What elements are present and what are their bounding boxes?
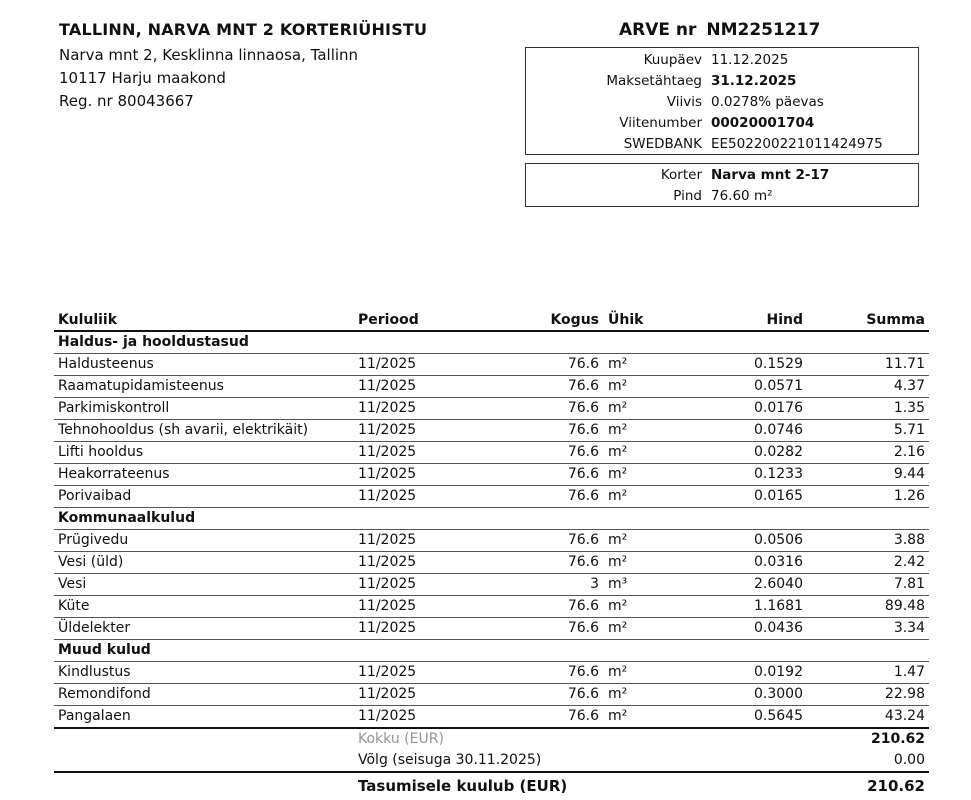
header-period: Periood xyxy=(358,312,419,328)
meta-label: SWEDBANK xyxy=(623,136,702,152)
table-row xyxy=(54,618,929,640)
cell-period: 11/2025 xyxy=(358,356,417,372)
table-row xyxy=(54,442,929,464)
header-unit: Ühik xyxy=(608,312,644,328)
cell-unit: m² xyxy=(608,444,628,460)
total-row xyxy=(54,729,929,750)
company-reg-number: Reg. nr 80043667 xyxy=(59,92,194,110)
apartment-box xyxy=(525,163,919,207)
table-row xyxy=(54,420,929,442)
table-body xyxy=(54,332,929,729)
area-row xyxy=(526,186,918,207)
cell-qty: 3 xyxy=(590,576,599,592)
cell-period: 11/2025 xyxy=(358,576,417,592)
cell-sum: 7.81 xyxy=(893,576,925,592)
cell-name: Parkimiskontroll xyxy=(58,400,170,416)
cell-unit: m² xyxy=(608,466,628,482)
meta-value: 31.12.2025 xyxy=(711,73,797,89)
cell-name: Tehnohooldus (sh avarii, elektrikäit) xyxy=(58,422,309,438)
cell-price: 0.0192 xyxy=(754,664,803,680)
cell-sum: 89.48 xyxy=(884,598,925,614)
cell-qty: 76.6 xyxy=(567,422,599,438)
meta-value: EE502200221011424975 xyxy=(711,136,883,152)
cell-price: 0.1529 xyxy=(754,356,803,372)
header-price: Hind xyxy=(766,312,803,328)
amount-due-value: 210.62 xyxy=(867,777,925,795)
cell-qty: 76.6 xyxy=(567,466,599,482)
area-value: 76.60 m² xyxy=(711,188,773,204)
cell-unit: m² xyxy=(608,686,628,702)
cell-period: 11/2025 xyxy=(358,400,417,416)
cell-price: 1.1681 xyxy=(754,598,803,614)
meta-label: Viitenumber xyxy=(619,115,702,131)
cell-qty: 76.6 xyxy=(567,686,599,702)
cell-sum: 2.16 xyxy=(893,444,925,460)
apartment-label: Korter xyxy=(660,167,702,183)
table-row xyxy=(54,596,929,618)
cell-unit: m² xyxy=(608,664,628,680)
cell-name: Vesi xyxy=(58,576,87,592)
table-row xyxy=(54,398,929,420)
cell-sum: 1.35 xyxy=(893,400,925,416)
cell-price: 0.0746 xyxy=(754,422,803,438)
header-sum: Summa xyxy=(866,312,925,328)
cell-qty: 76.6 xyxy=(567,664,599,680)
cell-unit: m² xyxy=(608,620,628,636)
cell-qty: 76.6 xyxy=(567,532,599,548)
cell-period: 11/2025 xyxy=(358,686,417,702)
apartment-row xyxy=(526,165,918,186)
cell-sum: 9.44 xyxy=(893,466,925,482)
amount-due-label: Tasumisele kuulub (EUR) xyxy=(358,777,568,795)
cell-sum: 11.71 xyxy=(884,356,925,372)
cell-name: Lifti hooldus xyxy=(58,444,144,460)
cell-qty: 76.6 xyxy=(567,400,599,416)
table-row xyxy=(54,552,929,574)
cell-period: 11/2025 xyxy=(358,554,417,570)
cell-sum: 3.34 xyxy=(893,620,925,636)
meta-value: 00020001704 xyxy=(711,115,815,131)
cell-period: 11/2025 xyxy=(358,532,417,548)
cell-price: 0.1233 xyxy=(754,466,803,482)
group-title: Muud kulud xyxy=(58,642,151,658)
cell-sum: 1.26 xyxy=(893,488,925,504)
cell-unit: m² xyxy=(608,488,628,504)
cell-price: 0.3000 xyxy=(754,686,803,702)
cell-name: Remondifond xyxy=(58,686,151,702)
cell-period: 11/2025 xyxy=(358,444,417,460)
invoice-meta-box xyxy=(525,47,919,155)
company-name: TALLINN, NARVA MNT 2 KORTERIÜHISTU xyxy=(59,20,428,39)
cell-price: 2.6040 xyxy=(754,576,803,592)
cell-unit: m² xyxy=(608,422,628,438)
cell-qty: 76.6 xyxy=(567,554,599,570)
meta-label: Viivis xyxy=(666,94,702,110)
company-address-line1: Narva mnt 2, Kesklinna linnaosa, Tallinn xyxy=(59,46,359,64)
cell-price: 0.0571 xyxy=(754,378,803,394)
cell-period: 11/2025 xyxy=(358,598,417,614)
cell-unit: m² xyxy=(608,598,628,614)
table-row xyxy=(54,706,929,729)
cell-sum: 5.71 xyxy=(893,422,925,438)
cell-period: 11/2025 xyxy=(358,708,417,724)
cell-qty: 76.6 xyxy=(567,708,599,724)
invoice-title xyxy=(619,20,820,40)
cell-qty: 76.6 xyxy=(567,444,599,460)
cell-price: 0.0282 xyxy=(754,444,803,460)
cell-qty: 76.6 xyxy=(567,378,599,394)
cell-sum: 2.42 xyxy=(893,554,925,570)
cell-period: 11/2025 xyxy=(358,664,417,680)
table-row xyxy=(54,530,929,552)
header-qty: Kogus xyxy=(550,312,599,328)
meta-label: Maksetähtaeg xyxy=(606,73,702,89)
group-title: Kommunaalkulud xyxy=(58,510,196,526)
table-row xyxy=(54,574,929,596)
cell-period: 11/2025 xyxy=(358,422,417,438)
cell-name: Heakorrateenus xyxy=(58,466,170,482)
debt-label: Võlg (seisuga 30.11.2025) xyxy=(358,752,542,768)
table-header xyxy=(54,310,929,332)
table-row xyxy=(54,354,929,376)
meta-row-date xyxy=(526,50,918,71)
scan-smudge xyxy=(356,731,666,745)
cell-qty: 76.6 xyxy=(567,356,599,372)
amount-due-row xyxy=(54,771,929,797)
cell-unit: m² xyxy=(608,708,628,724)
company-address-line2: 10117 Harju maakond xyxy=(59,69,226,87)
table-row xyxy=(54,464,929,486)
cell-price: 0.0436 xyxy=(754,620,803,636)
cell-period: 11/2025 xyxy=(358,466,417,482)
cell-period: 11/2025 xyxy=(358,488,417,504)
cell-unit: m² xyxy=(608,400,628,416)
cell-qty: 76.6 xyxy=(567,598,599,614)
cell-price: 0.0506 xyxy=(754,532,803,548)
meta-row-bank xyxy=(526,134,918,155)
meta-value: 0.0278% päevas xyxy=(711,94,824,110)
cell-name: Pangalaen xyxy=(58,708,131,724)
group-title: Haldus- ja hooldustasud xyxy=(58,334,249,350)
charges-table xyxy=(54,310,929,797)
cell-sum: 43.24 xyxy=(884,708,925,724)
cell-name: Haldusteenus xyxy=(58,356,154,372)
invoice-number: NM2251217 xyxy=(706,20,821,40)
cell-price: 0.0165 xyxy=(754,488,803,504)
debt-row xyxy=(54,750,929,771)
table-group-heading xyxy=(54,640,929,662)
table-row xyxy=(54,376,929,398)
cell-sum: 3.88 xyxy=(893,532,925,548)
cell-name: Porivaibad xyxy=(58,488,132,504)
table-row xyxy=(54,662,929,684)
meta-row-due-date xyxy=(526,71,918,92)
cell-unit: m³ xyxy=(608,576,628,592)
cell-name: Vesi (üld) xyxy=(58,554,124,570)
table-row xyxy=(54,486,929,508)
cell-unit: m² xyxy=(608,378,628,394)
cell-sum: 22.98 xyxy=(884,686,925,702)
table-group-heading xyxy=(54,508,929,530)
cell-sum: 1.47 xyxy=(893,664,925,680)
table-group-heading xyxy=(54,332,929,354)
debt-value: 0.00 xyxy=(893,752,925,768)
cell-name: Küte xyxy=(58,598,90,614)
cell-name: Raamatupidamisteenus xyxy=(58,378,224,394)
meta-row-reference xyxy=(526,113,918,134)
cell-sum: 4.37 xyxy=(893,378,925,394)
cell-name: Üldelekter xyxy=(58,620,131,636)
meta-label: Kuupäev xyxy=(643,52,702,68)
cell-period: 11/2025 xyxy=(358,620,417,636)
cell-qty: 76.6 xyxy=(567,620,599,636)
cell-name: Prügivedu xyxy=(58,532,129,548)
header-name: Kululiik xyxy=(58,312,118,328)
cell-price: 0.5645 xyxy=(754,708,803,724)
cell-unit: m² xyxy=(608,356,628,372)
invoice-label: ARVE nr xyxy=(619,20,697,40)
cell-unit: m² xyxy=(608,532,628,548)
total-value: 210.62 xyxy=(870,731,925,747)
cell-qty: 76.6 xyxy=(567,488,599,504)
meta-row-penalty xyxy=(526,92,918,113)
meta-value: 11.12.2025 xyxy=(711,52,789,68)
table-row xyxy=(54,684,929,706)
area-label: Pind xyxy=(673,188,702,204)
cell-price: 0.0316 xyxy=(754,554,803,570)
apartment-value: Narva mnt 2-17 xyxy=(711,167,830,183)
cell-name: Kindlustus xyxy=(58,664,131,680)
cell-price: 0.0176 xyxy=(754,400,803,416)
cell-period: 11/2025 xyxy=(358,378,417,394)
cell-unit: m² xyxy=(608,554,628,570)
